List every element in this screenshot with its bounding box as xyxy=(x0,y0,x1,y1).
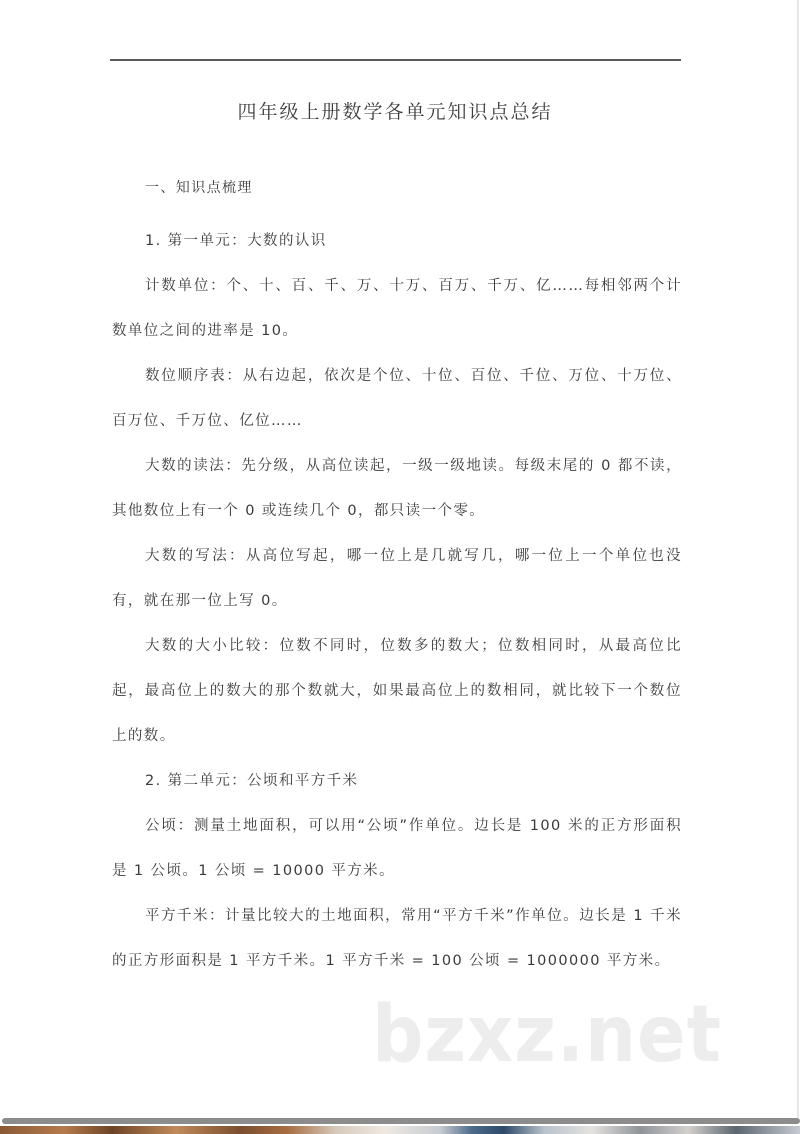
paragraph-reading-large-numbers: 大数的读法：先分级，从高位读起，一级一级地读。每级末尾的 0 都不读，其他数位上有一个 0 或连续几个 0，都只读一个零。 xyxy=(112,458,682,519)
paragraph-hectare: 公顷：测量土地面积，可以用“公顷”作单位。边长是 100 米的正方形面积是 1 公顷。1 公顷 = 10000 平方米。 xyxy=(112,818,682,879)
unit-1-heading: 1. 第一单元：大数的认识 xyxy=(145,233,327,249)
unit-2-heading: 2. 第二单元：公顷和平方千米 xyxy=(145,773,359,789)
horizontal-scrollbar[interactable] xyxy=(2,1118,800,1124)
paragraph-place-value-order: 数位顺序表：从右边起，依次是个位、十位、百位、千位、万位、十万位、百万位、千万位、亿位…… xyxy=(112,368,682,429)
paragraph-comparing-large-numbers: 大数的大小比较：位数不同时，位数多的数大；位数相同时，从最高位比起，最高位上的数大的那个数就大，如果最高位上的数相同，就比较下一个数位上的数。 xyxy=(112,638,682,744)
paragraph-square-kilometer: 平方千米：计量比较大的土地面积，常用“平方千米”作单位。边长是 1 千米的正方形面积是 1 平方千米。1 平方千米 = 100 公顷 = 1000000 平方米。 xyxy=(112,908,682,969)
document-title: 四年级上册数学各单元知识点总结 xyxy=(237,101,553,123)
paragraph-writing-large-numbers: 大数的写法：从高位写起，哪一位上是几就写几，哪一位上一个单位也没有，就在那一位上写 0。 xyxy=(112,548,682,609)
watermark-text: bzxz.net xyxy=(372,990,722,1080)
background-photo-strip xyxy=(0,1126,800,1134)
header-rule xyxy=(110,59,681,61)
section-heading: 一、知识点梳理 xyxy=(145,180,253,196)
document-body xyxy=(112,166,682,984)
paragraph-counting-units: 计数单位：个、十、百、千、万、十万、百万、千万、亿……每相邻两个计数单位之间的进率是 10。 xyxy=(112,278,682,339)
